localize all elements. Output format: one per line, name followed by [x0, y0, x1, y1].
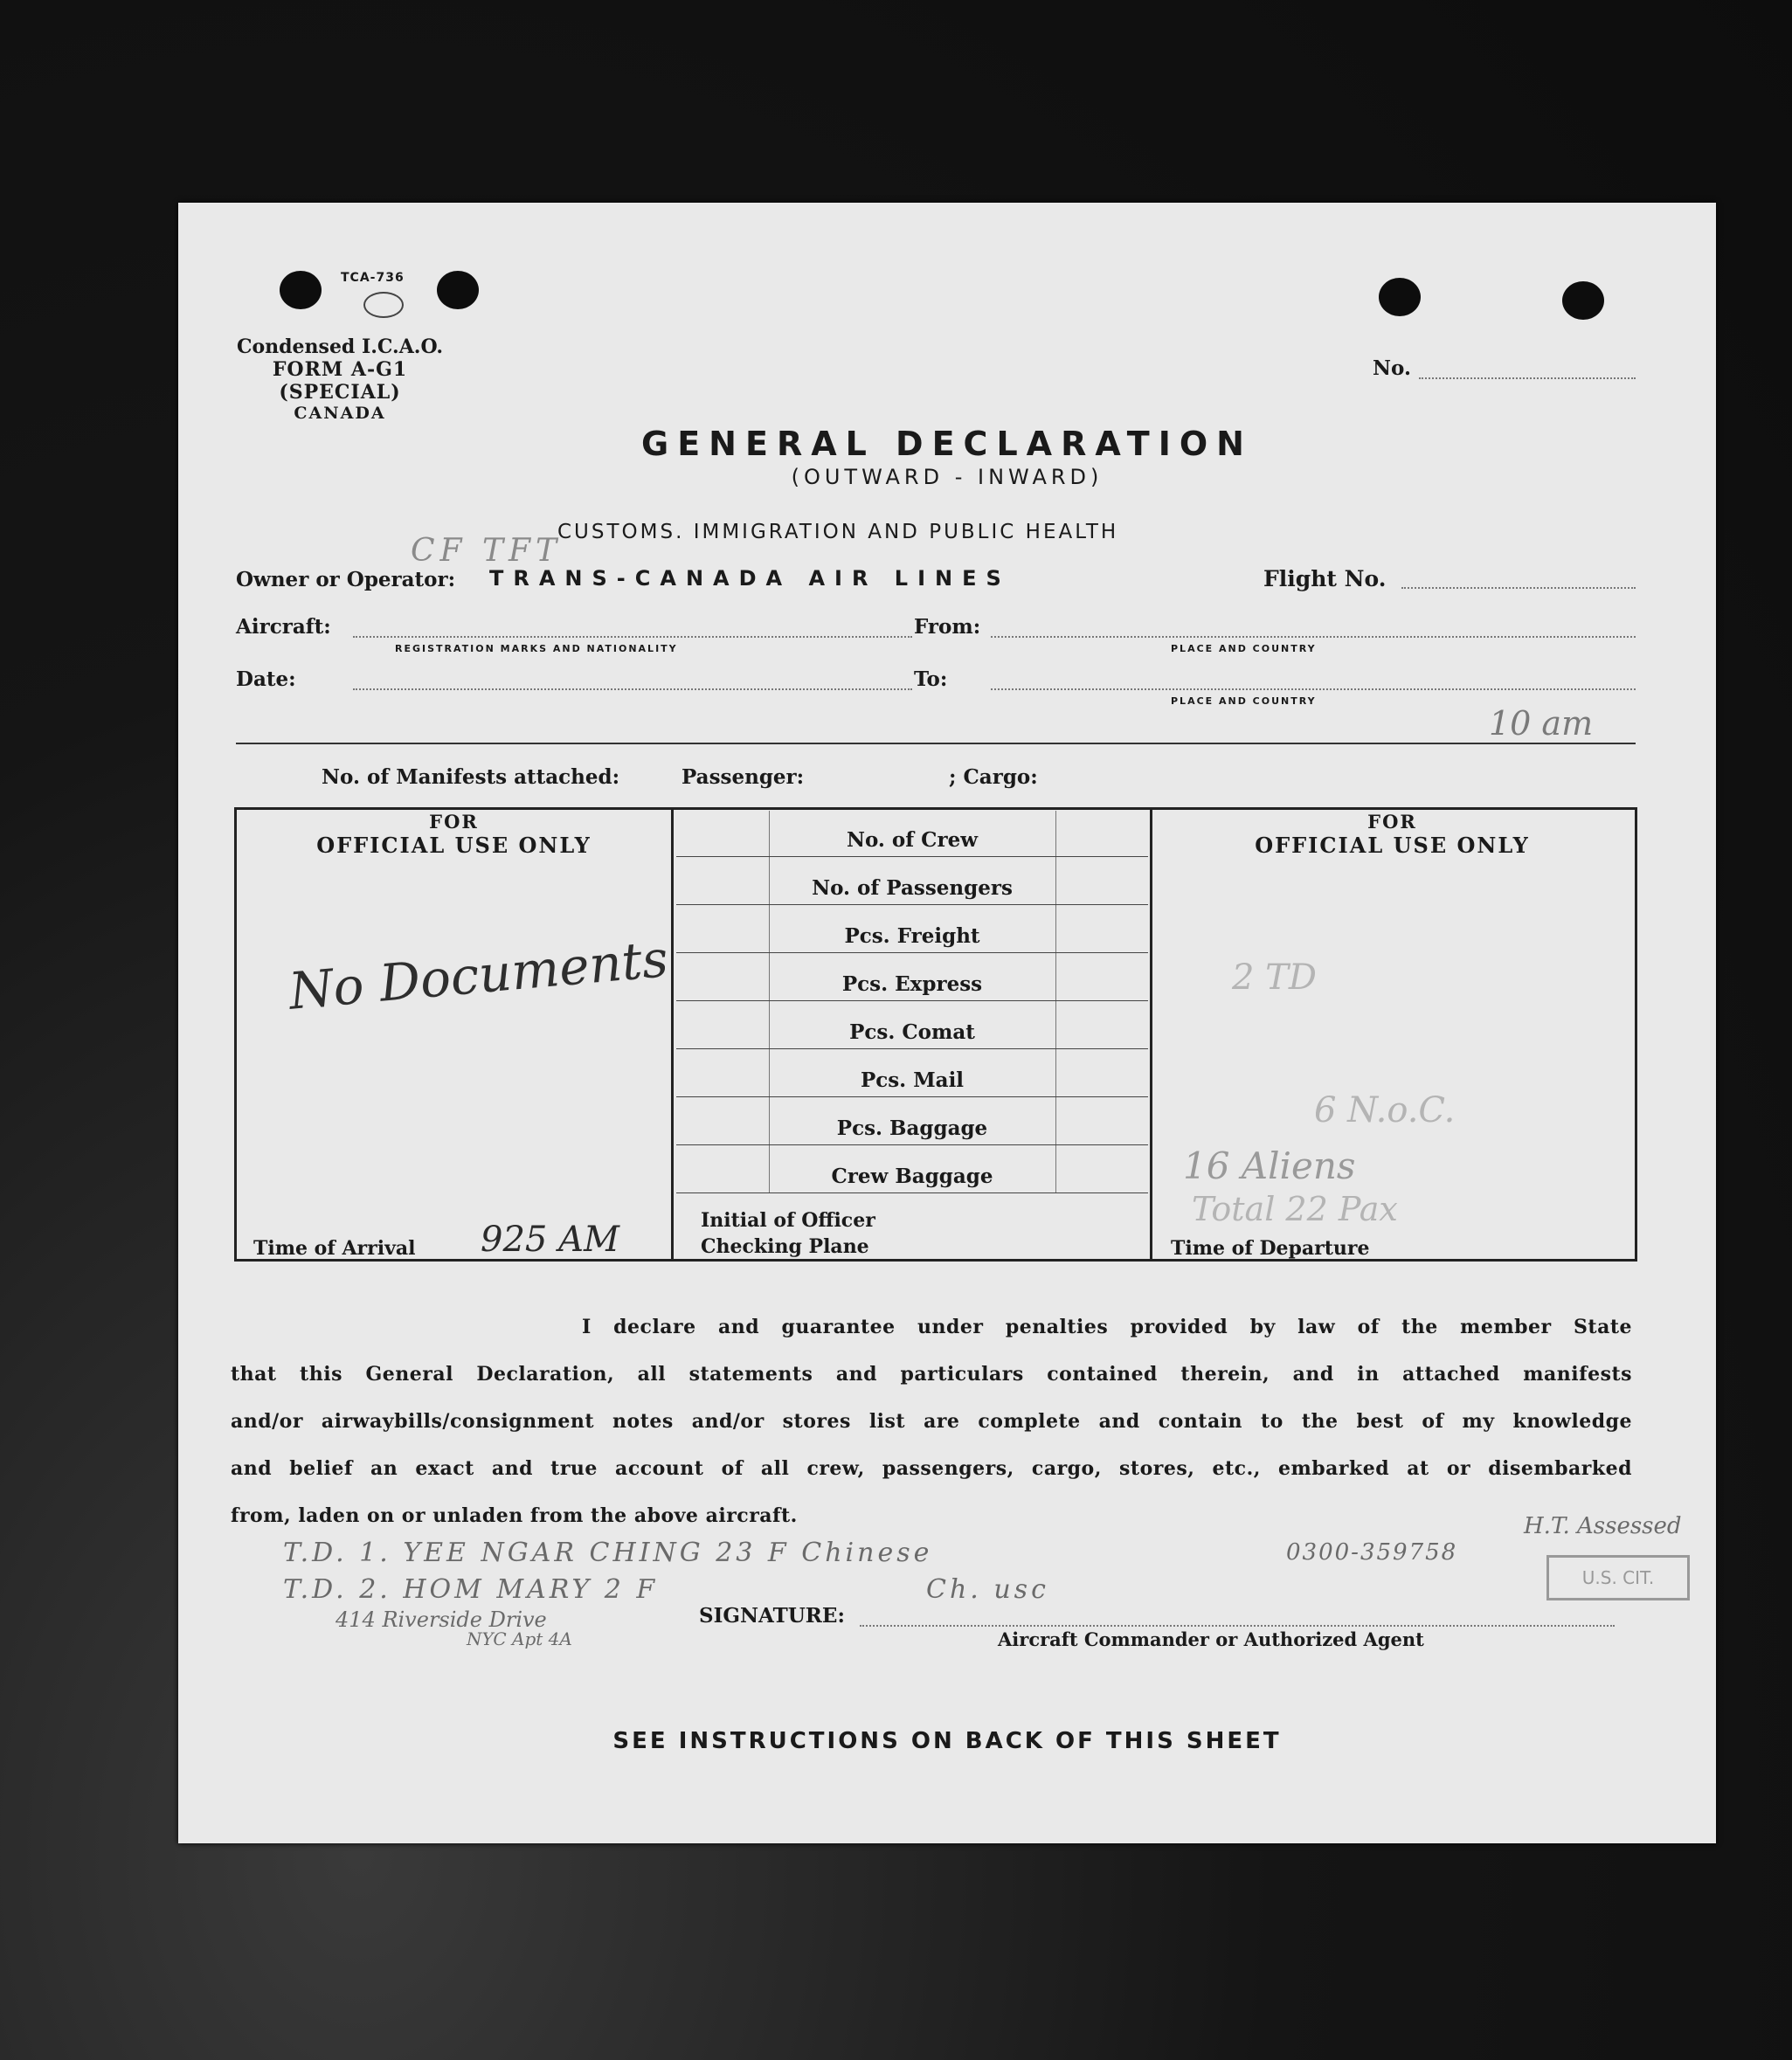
- right-official-panel: [1152, 811, 1632, 858]
- cargo-label: ; Cargo:: [949, 765, 1038, 789]
- row-passengers: No. of Passengers: [812, 876, 1013, 900]
- row-crew-baggage: Crew Baggage: [831, 1165, 993, 1188]
- form-line3: CANADA: [294, 404, 386, 423]
- left-for: FOR: [429, 811, 479, 833]
- right-note-2: 6 N.o.C.: [1314, 1090, 1456, 1130]
- punch-hole-left-2: [437, 271, 479, 309]
- row-line-8: [676, 1192, 1148, 1193]
- passenger-line2: T.D. 2. HOM MARY 2 F: [283, 1574, 659, 1605]
- row-crew: No. of Crew: [846, 828, 979, 852]
- right-for: FOR: [1367, 811, 1417, 833]
- signature-caption: Aircraft Commander or Authorized Agent: [998, 1628, 1424, 1650]
- middle-right-rule: [1055, 811, 1056, 1193]
- row-line-1: [676, 856, 1148, 857]
- aircraft-label: Aircraft:: [236, 615, 331, 639]
- number-label: No.: [1373, 356, 1411, 380]
- signature-field[interactable]: [860, 1625, 1615, 1627]
- row-baggage: Pcs. Baggage: [836, 1116, 988, 1140]
- right-note-4: Total 22 Pax: [1192, 1190, 1398, 1228]
- passenger-number: 0300-359758: [1286, 1539, 1458, 1566]
- us-cit-stamp: U.S. CIT.: [1546, 1555, 1690, 1600]
- date-label: Date:: [236, 667, 296, 691]
- signature-label: SIGNATURE:: [699, 1604, 845, 1628]
- row-line-4: [676, 1000, 1148, 1001]
- row-line-6: [676, 1096, 1148, 1097]
- right-note-1: 2 TD: [1232, 957, 1317, 998]
- row-mail: Pcs. Mail: [860, 1068, 965, 1092]
- manifests-label: No. of Manifests attached:: [322, 765, 620, 789]
- declaration-line5: from, laden on or unladen from the above aircraft.: [231, 1504, 798, 1527]
- punch-hole-left-1: [280, 271, 322, 309]
- right-official: OFFICIAL USE ONLY: [1255, 833, 1530, 858]
- aircraft-caption: REGISTRATION MARKS AND NATIONALITY: [395, 643, 678, 654]
- punch-hole-right-2: [1562, 281, 1604, 320]
- flight-label: Flight No.: [1263, 566, 1387, 591]
- right-note-3: 16 Aliens: [1183, 1144, 1356, 1187]
- owner-value: TRANS-CANADA AIR LINES: [489, 566, 1011, 591]
- address-line1: 414 Riverside Drive: [336, 1607, 547, 1632]
- instructions-footer: SEE INSTRUCTIONS ON BACK OF THIS SHEET: [612, 1728, 1282, 1754]
- passenger-line1: T.D. 1. YEE NGAR CHING 23 F Chinese: [283, 1538, 933, 1568]
- time-arrival-label: Time of Arrival: [253, 1237, 416, 1260]
- page-subtitle: (OUTWARD - INWARD): [791, 465, 1104, 489]
- row-line-3: [676, 952, 1148, 953]
- initial-line2: Checking Plane: [701, 1235, 869, 1258]
- declaration-line3: and/or airwaybills/consignment notes and/or stores list are complete and contain to the best of my knowledge: [231, 1410, 1632, 1433]
- row-line-5: [676, 1048, 1148, 1049]
- to-field[interactable]: [991, 688, 1636, 690]
- owner-label: Owner or Operator:: [236, 568, 456, 591]
- date-field[interactable]: [353, 688, 912, 690]
- declaration-line2: that this General Declaration, all statements and particulars contained therein, and in attached manifests: [231, 1363, 1632, 1386]
- initial-line1: Initial of Officer: [701, 1209, 875, 1232]
- union-label-seal: [363, 292, 404, 318]
- table-divider-left: [671, 807, 674, 1262]
- passenger-line2-right: Ch. usc: [926, 1574, 1049, 1605]
- from-field[interactable]: [991, 636, 1636, 638]
- to-label: To:: [914, 667, 948, 691]
- declaration-line4: and belief an exact and true account of all crew, passengers, cargo, stores, etc., embarked at or disembarked: [231, 1457, 1632, 1480]
- aircraft-handwritten: CF TFT: [411, 533, 562, 569]
- number-field[interactable]: [1419, 377, 1636, 379]
- form-code: TCA-736: [341, 271, 405, 285]
- row-comat: Pcs. Comat: [849, 1020, 975, 1044]
- left-official: OFFICIAL USE ONLY: [316, 833, 592, 858]
- form-header-block: [231, 335, 449, 423]
- row-line-2: [676, 904, 1148, 905]
- to-caption: PLACE AND COUNTRY: [1171, 695, 1317, 707]
- assessed-note: H.T. Assessed: [1524, 1513, 1682, 1539]
- punch-hole-right-1: [1379, 278, 1421, 316]
- form-line1: Condensed I.C.A.O.: [237, 335, 443, 358]
- counts-column: [769, 811, 1055, 1195]
- flight-field[interactable]: [1401, 587, 1636, 589]
- customs-heading: CUSTOMS. IMMIGRATION AND PUBLIC HEALTH: [557, 521, 1119, 543]
- time-departure-label: Time of Departure: [1171, 1237, 1370, 1260]
- margin-note: 10 am: [1489, 704, 1594, 743]
- address-line2: NYC Apt 4A: [467, 1628, 572, 1649]
- form-line2: FORM A-G1 (SPECIAL): [272, 358, 408, 404]
- initial-officer-label: [701, 1207, 875, 1260]
- no-documents-note: No Documents: [286, 929, 671, 1021]
- from-caption: PLACE AND COUNTRY: [1171, 643, 1317, 654]
- form-sheet: [178, 203, 1716, 1843]
- page-title: GENERAL DECLARATION: [641, 425, 1253, 463]
- row-express: Pcs. Express: [841, 972, 983, 996]
- left-official-panel: [237, 811, 671, 858]
- aircraft-field[interactable]: [353, 636, 912, 638]
- row-freight: Pcs. Freight: [844, 924, 980, 948]
- header-divider: [236, 743, 1636, 744]
- from-label: From:: [914, 615, 981, 639]
- time-arrival-value: 925 AM: [481, 1220, 619, 1260]
- declaration-line1: I declare and guarantee under penalties provided by law of the member State: [582, 1316, 1632, 1338]
- row-line-7: [676, 1144, 1148, 1145]
- table-divider-right: [1150, 807, 1152, 1262]
- passenger-label: Passenger:: [682, 765, 805, 789]
